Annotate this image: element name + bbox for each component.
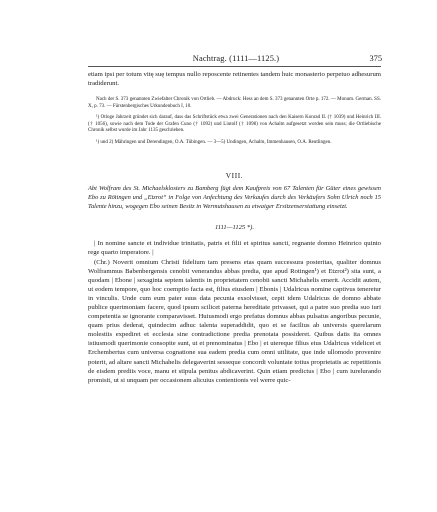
footnote-source: Nach der S. 373 genannten Zwiefalter Chronik von Ortlieb. — Abdruck: Hess an dem S. 373 genannten Orte p. 172. — Monum. German. SS. X, p. 73. — Fürstenbergisches Urkundenbuch I, 10. <box>88 97 381 109</box>
section-date: 1111—1125 *). <box>214 224 255 231</box>
invocation-paragraph: | In nomine sancte et individue trinitatis, patris et filii et spiritus sancti, regnante domno Heinrico quinto rege quarto imperatore. | <box>88 240 381 256</box>
header-rule <box>88 66 381 67</box>
continuation-paragraph: etiam ipsi per totum vitę suę tempus nullo reposcente retinentes tandem huic monasterio perpetuo adhesurum tradiderunt. <box>88 71 381 88</box>
page-number: 375 <box>369 54 382 63</box>
footnote-dating: ¹) Otloge Jahrzeit gründet sich darauf, dass das Schriftstück etwa zwei Generationen nach den Kaisern Konrad II. († 1039) und Heinrich III. († 1056), sowie nach dem Tode der Grafen Cuno († 1092) und Liutolf († 1098) von Achalm aufgesetzt worden sein muss; die Ortliebische Chronik selbst wurde im Jahr 1135 geschrieben. <box>88 115 381 134</box>
running-header <box>90 54 382 66</box>
running-title: Nachtrag. (1111—1125.) <box>192 54 280 63</box>
charter-text-paragraph: (Chr.) Noverit omnium Christi fidelium tam presens etas quam successura posteritas, qualiter domnus Wolframmus Babenbergensis cenobii venerandus abbas predia, que apud Rotingen¹) et Etzrot²) sita sunt, a quodam | Ebone | sexaginta septem talentis in proprietatem cenobii sancti Michahelis emerit. Accidit autem, ut eodem tempore, quo hoc coemptio facta est, filius eiusdem | Ebonis | Udalricus nomine captivus teneretur in vinculis. Unde cum eum pater suus data pecunia exsolvisset, cepit idem Udalricus de domno abbate publice querimoniam facere, quod ipsum scilicet paterna hereditate privasset, qui a patre suo predia suo iuri competentia se ignorante comparavisset. Huiusmodi ergo prefatus domnus abbas pulsatus angoribus pecunie, quam prius dederat, quindecim adhuc talenta superaddidit, quo et se facilius ab universis querelarum molestiis expediret et ecclesia sine contradictione predia prenotata possideret. Quibus datis ita omnes istiusmodi querimonie consopite sunt, ut et prenominatus | Ebo | et utereque filius eius Udalricus videlicet et Erchembertus cum universa cognatione sua eadem predia cum omni utilitate, que inde ullomodo provenire poterit, ad altare sancti Michahelis delegaverint sesseque concordi voluntate totius proprietatis ac repetitionis de eisdem prediis voce, manu et stipula penitus abdicaverint. Quin etiam predictus | Ebo | cum iurelurando promisit, ut si unquam per occasionem alicuius contentionis vel werre quic- <box>88 259 381 384</box>
section-regest: Abt Wolfram des St. Michaelsklosters zu Bamberg fügt dem Kaufpreis von 67 Talenten für Güter eines gewissen Ebo zu Rötingen und „Etzrot“ in Folge von Anfechtung des Verkaufes durch des Verkäufers Sohn Ulrich noch 15 Talente hinzu, wogegen Ebo seinen Besitz in Wermutshausen zu etwaiger Ersitzenserstattung einsetzt. <box>88 185 381 210</box>
section-number: VIII. <box>225 171 244 180</box>
footnote-places: ¹) und 2) Mähringen und Derendingen, O.A. Tübingen. — 3—5) Undingen, Achalm, Immenhausen, O.A. Reutlingen. <box>96 140 332 145</box>
